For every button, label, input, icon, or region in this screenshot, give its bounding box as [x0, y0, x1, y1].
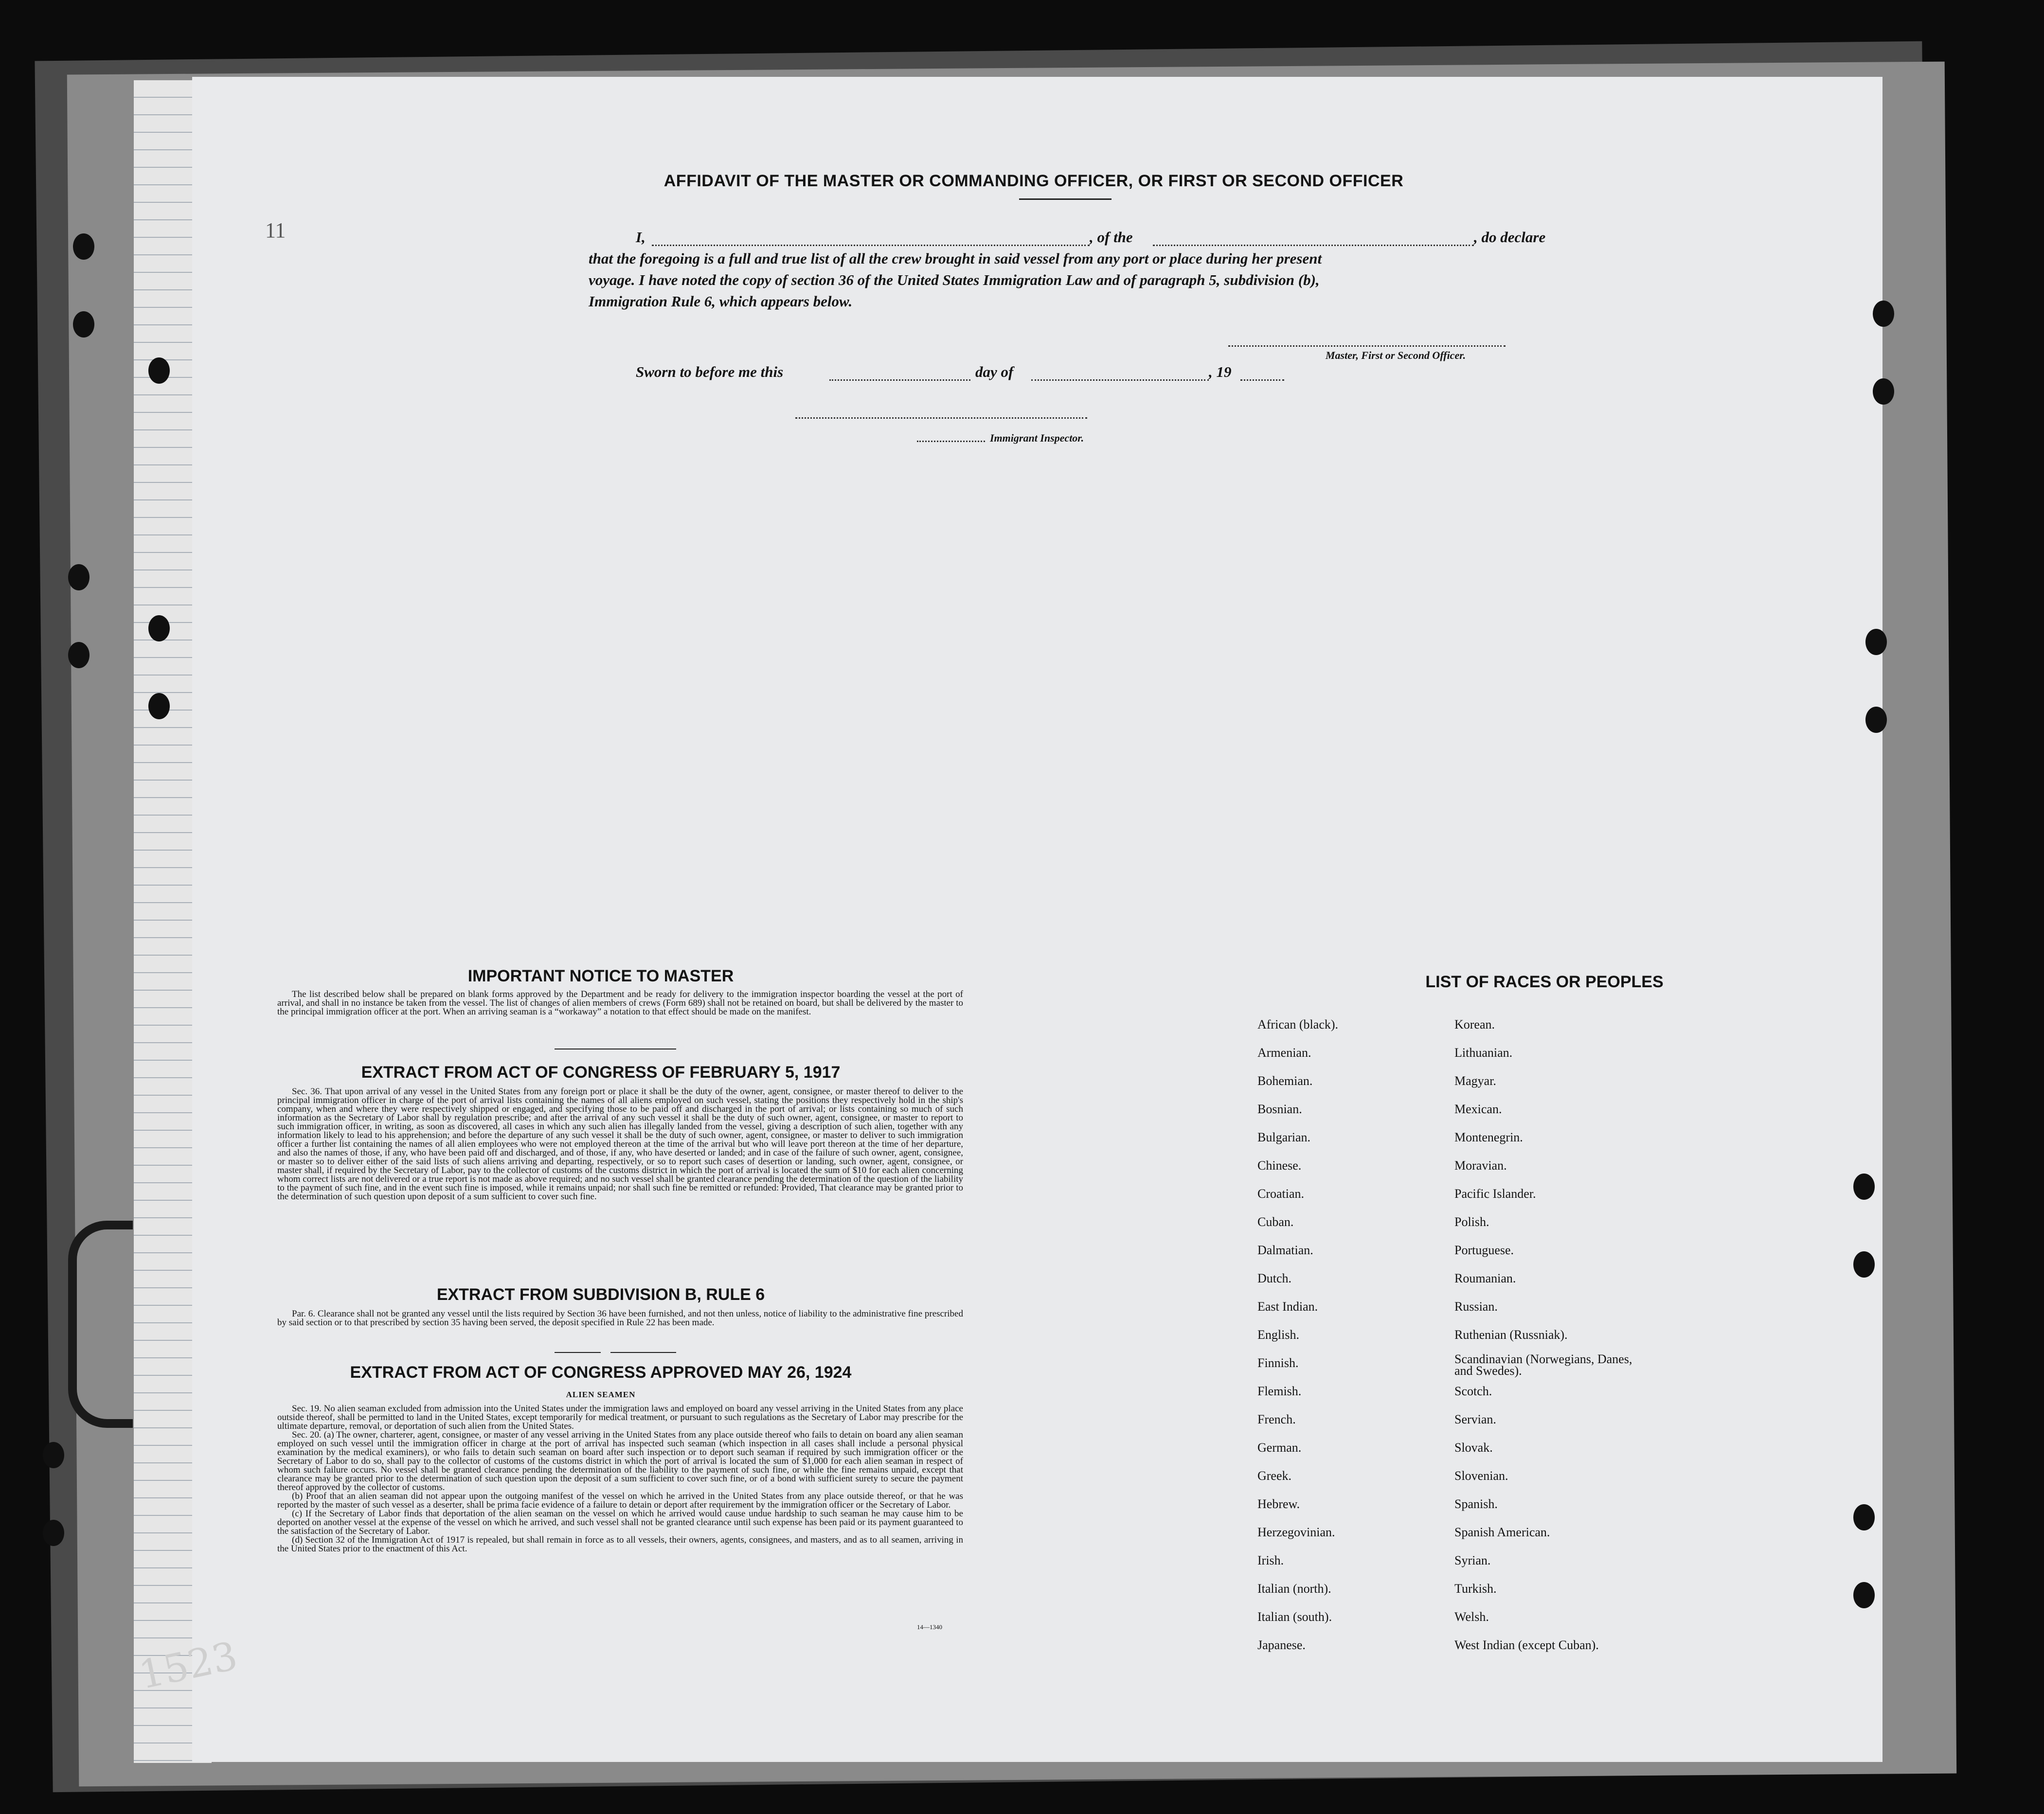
race-item: Ruthenian (Russniak).: [1454, 1328, 1568, 1342]
sworn-month-blank[interactable]: [1031, 379, 1209, 381]
race-item: Irish.: [1257, 1553, 1284, 1567]
extract-rule6-heading: EXTRACT FROM SUBDIVISION B, RULE 6: [436, 1285, 765, 1304]
inspector-signature-label: Immigrant Inspector.: [990, 432, 1084, 444]
race-item: African (black).: [1257, 1017, 1339, 1031]
page-hole: [1865, 629, 1887, 655]
extract-rule6-text: [277, 1310, 963, 1327]
sec-20c-paragraph: (c) If the Secretary of Labor finds that deportation of the alien seaman on the vessel on which he arrived would cause undue hardship to such seaman he may cause him to be deported on another vessel at the expense of the vessel on which he arrived, and such vessel shall not be granted clearance until such expense has been paid or its payment guaranteed to the satisfaction of the Secretary of Labor.: [277, 1509, 963, 1536]
binder-hole: [148, 693, 170, 719]
affidavit-line-3: voyage. I have noted the copy of section 36 of the United States Immigration Law and of paragraph 5, subdivision (b),: [589, 271, 1320, 288]
sworn-day-blank[interactable]: [829, 379, 970, 381]
page-hole: [1853, 1251, 1875, 1278]
sworn-year-blank[interactable]: [1240, 379, 1284, 381]
page-hole: [1873, 301, 1894, 327]
race-item: West Indian (except Cuban).: [1454, 1638, 1599, 1652]
manifest-page: [135, 77, 1883, 1762]
notice-paragraph: The list described below shall be prepared on blank forms approved by the Department and be ready for delivery to the immigration inspector boarding the vessel at the port of arrival, and shall in no instance be taken from the vessel. The list of changes of alien members of crews (Form 689) shall not be retained on board, but shall be delivered by the master to the principal immigration officer at the port. When an arriving seaman is a “workaway” a notation to that effect should be made on the manifest.: [277, 989, 963, 1017]
race-item: Syrian.: [1454, 1553, 1491, 1567]
race-item: Turkish.: [1454, 1582, 1497, 1596]
race-item: Roumanian.: [1454, 1271, 1516, 1285]
handwritten-annotation: 1523: [135, 1633, 242, 1698]
sec-20d-paragraph: (d) Section 32 of the Immigration Act of 1917 is repealed, but shall remain in force as to all vessels, their owners, agents, consignees, and masters, and as to all seamen, arriving in the United States prior to the enactment of this Act.: [277, 1535, 963, 1554]
notice-heading: IMPORTANT NOTICE TO MASTER: [467, 967, 734, 985]
race-item: Armenian.: [1257, 1046, 1311, 1060]
race-item: Servian.: [1454, 1412, 1496, 1426]
binder-hole: [68, 642, 90, 668]
page-hole: [1853, 1174, 1875, 1200]
extract-rule6-paragraph: Par. 6. Clearance shall not be granted any vessel until the lists required by Section 36 have been furnished, and not then unless, notice of liability to the administrative fine prescribed by said section or to that prescribed by section 35 having been served, the deposit specified in Rule 22 has been made.: [277, 1309, 963, 1328]
margin-note: 11: [265, 218, 286, 242]
race-item: Cuban.: [1257, 1215, 1294, 1229]
page-hole: [1853, 1504, 1875, 1530]
race-item: Italian (north).: [1257, 1582, 1331, 1596]
race-item: Hebrew.: [1257, 1497, 1300, 1511]
race-item: Slovak.: [1454, 1441, 1493, 1455]
race-item: Italian (south).: [1257, 1610, 1332, 1624]
race-item: Flemish.: [1257, 1384, 1302, 1398]
vessel-blank[interactable]: [1153, 245, 1474, 246]
sec-20a-paragraph: Sec. 20. (a) The owner, charterer, agent, consignee, or master of any vessel arriving in the United States from any place outside thereof who fails to detain on board any alien seaman employed on such vessel until the immigration officer in charge at the port of arrival has inspected such seaman (which inspection in all cases shall include a personal physical examination by the medical examiners), or who fails to detain such seaman on board after such inspection or to deport such seaman if required by such immigration officer or the Secretary of Labor to do so, shall pay to the collector of customs of the customs district in which the port of arrival is located the sum of $1,000 for each alien seaman in respect of whom such failure occurs. No vessel shall be granted clearance pending the determination of the liability to the payment of such fine, or while the fine remains unpaid, except that clearance may be granted prior to the determination of such question upon the deposit of a sum sufficient to cover such fine, or of a bond with sufficient surety to secure the payment thereof approved by the collector of customs.: [277, 1430, 963, 1493]
race-item: Welsh.: [1454, 1610, 1489, 1624]
race-item: Mexican.: [1454, 1102, 1502, 1116]
binder-hole: [73, 311, 94, 338]
sworn-label: Sworn to before me this: [636, 363, 784, 380]
sec-19-paragraph: Sec. 19. No alien seaman excluded from admission into the United States under the immigration laws and employed on board any vessel arriving in the United States from any place outside thereof, shall be permitted to land in the United States, except temporarily for medical treatment, or pursuant to such regulations as the Secretary of Labor may prescribe for the ultimate departure, removal, or deportation of such alien from the United States.: [277, 1404, 963, 1431]
race-item: Spanish.: [1454, 1497, 1498, 1511]
extract-1924-text: [277, 1405, 963, 1553]
i-label: I,: [636, 229, 645, 246]
race-item: Japanese.: [1257, 1638, 1306, 1652]
extract-1924-heading: EXTRACT FROM ACT OF CONGRESS APPROVED MAY 26, 1924: [350, 1363, 852, 1382]
race-item: Pacific Islander.: [1454, 1187, 1536, 1201]
races-heading: LIST OF RACES OR PEOPLES: [1425, 973, 1664, 991]
race-item: Scotch.: [1454, 1384, 1492, 1398]
race-item: Dalmatian.: [1257, 1243, 1313, 1257]
race-item: French.: [1257, 1412, 1296, 1426]
race-item: Herzegovinian.: [1257, 1525, 1335, 1539]
inspector-signature-line[interactable]: [795, 417, 1087, 419]
binder-hole: [43, 1442, 64, 1468]
affidavit-heading: AFFIDAVIT OF THE MASTER OR COMMANDING OFFICER, OR FIRST OR SECOND OFFICER: [663, 172, 1404, 190]
race-item: Chinese.: [1257, 1158, 1302, 1173]
race-item: Croatian.: [1257, 1187, 1305, 1201]
race-item: Lithuanian.: [1454, 1046, 1513, 1060]
race-item: Moravian.: [1454, 1158, 1507, 1173]
heading-rule: [1019, 198, 1112, 200]
extract-1917-heading: EXTRACT FROM ACT OF CONGRESS OF FEBRUARY 5, 1917: [361, 1063, 841, 1082]
race-item: East Indian.: [1257, 1299, 1318, 1314]
race-item: Portuguese.: [1454, 1243, 1514, 1257]
divider: [555, 1352, 601, 1353]
race-item: Greek.: [1257, 1469, 1292, 1483]
page-hole: [1865, 707, 1887, 733]
race-item: Scandinavian (Norwegians, Danes, and Swedes).: [1454, 1352, 1632, 1378]
race-item: Bulgarian.: [1257, 1130, 1311, 1144]
binder-hole: [73, 233, 94, 260]
page-hole: [1853, 1582, 1875, 1608]
affidavit-line-4: Immigration Rule 6, which appears below.: [589, 293, 853, 310]
race-item: Bohemian.: [1257, 1074, 1313, 1088]
inspector-signature-line-2[interactable]: [917, 441, 985, 442]
form-number: 14—1340: [917, 1623, 942, 1631]
race-item: Korean.: [1454, 1017, 1495, 1031]
race-item: Bosnian.: [1257, 1102, 1302, 1116]
sec-20b-paragraph: (b) Proof that an alien seaman did not appear upon the outgoing manifest of the vessel on which he arrived in the United States from any place outside thereof, or that he was reported by the master of such vessel as a deserter, shall be prima facie evidence of a failure to detain or deport after requirement by the immigration officer or the Secretary of Labor.: [277, 1491, 963, 1510]
extract-1917-text: [277, 1087, 963, 1201]
binder-hole: [148, 615, 170, 641]
race-item: Montenegrin.: [1454, 1130, 1523, 1144]
master-signature-line[interactable]: [1228, 345, 1506, 347]
notice-text: [277, 990, 963, 1016]
divider: [610, 1352, 676, 1353]
race-item: Slovenian.: [1454, 1469, 1508, 1483]
alien-seamen-subheading: ALIEN SEAMEN: [566, 1390, 636, 1399]
race-item: Magyar.: [1454, 1074, 1496, 1088]
race-item: Finnish.: [1257, 1356, 1299, 1370]
do-declare-label: , do declare: [1474, 229, 1546, 246]
race-item: Dutch.: [1257, 1271, 1292, 1285]
race-item: Polish.: [1454, 1215, 1489, 1229]
binder-hole: [43, 1520, 64, 1546]
binder-ring: [68, 1221, 133, 1428]
extract-1917-paragraph: Sec. 36. That upon arrival of any vessel in the United States from any foreign port or place it shall be the duty of the owner, agent, consignee, or master thereof to deliver to the principal immigration officer in charge of the port of arrival lists containing the names of all aliens employed on such vessel, stating the positions they respectively hold in the ship's company, when and where they were respectively shipped or engaged, and specifying those to be paid off and discharged in the port of arrival; or lists containing so much of such information as the Secretary of Labor shall by regulation prescribe; and after the arrival of any such vessel it shall be the duty of such owner, agent, consignee, or master to report to such immigration officer, in writing, as soon as discovered, all cases in which any such alien has illegally landed from the vessel, giving a description of such alien, together with any information likely to lead to his apprehension; and before the departure of any such vessel it shall be the duty of such owner, agent, consignee, or master to deliver to such immigration officer a further list containing the names of all alien employees who were not employed thereon at the time of the arrival but who will leave port thereon at the time of her departure, and also the names of those, if any, who have been paid off and discharged, and of those, if any, who have deserted or landed; and in case of the failure of such owner, agent, consignee, or master so to deliver either of the said lists of such aliens arriving and departing, respectively, or so to report such cases of desertion or landing, such owner, agent, consignee, or master shall, if required by the Secretary of Labor, pay to the collector of customs of the customs district in which the port of arrival is located the sum of $10 for each alien concerning whom correct lists are not delivered or a true report is not made as above required; and no such vessel shall be granted clearance pending the determination of the question of the liability to the payment of such fine, and in the event such fine is imposed, while it remains unpaid; nor shall such fine be remitted or refunded: Provided, That clearance may be granted prior to the determination of such question upon deposit of a sum sufficient to cover such fine.: [277, 1086, 963, 1202]
master-signature-label: Master, First or Second Officer.: [1326, 349, 1466, 361]
of-the-label: , of the: [1090, 229, 1133, 246]
race-item: German.: [1257, 1441, 1302, 1455]
page-hole: [1873, 378, 1894, 405]
binder-hole: [148, 357, 170, 384]
race-item: Spanish American.: [1454, 1525, 1550, 1539]
affidavit-line-2: that the foregoing is a full and true list of all the crew brought in said vessel from any port or place during her present: [589, 250, 1322, 267]
race-item: English.: [1257, 1328, 1299, 1342]
day-of-label: day of: [975, 363, 1014, 380]
binder-hole: [68, 564, 90, 590]
name-blank[interactable]: [652, 245, 1090, 246]
year-label: , 19: [1209, 363, 1232, 380]
affidavit-line-1: [636, 227, 645, 248]
race-item: Russian.: [1454, 1299, 1498, 1314]
